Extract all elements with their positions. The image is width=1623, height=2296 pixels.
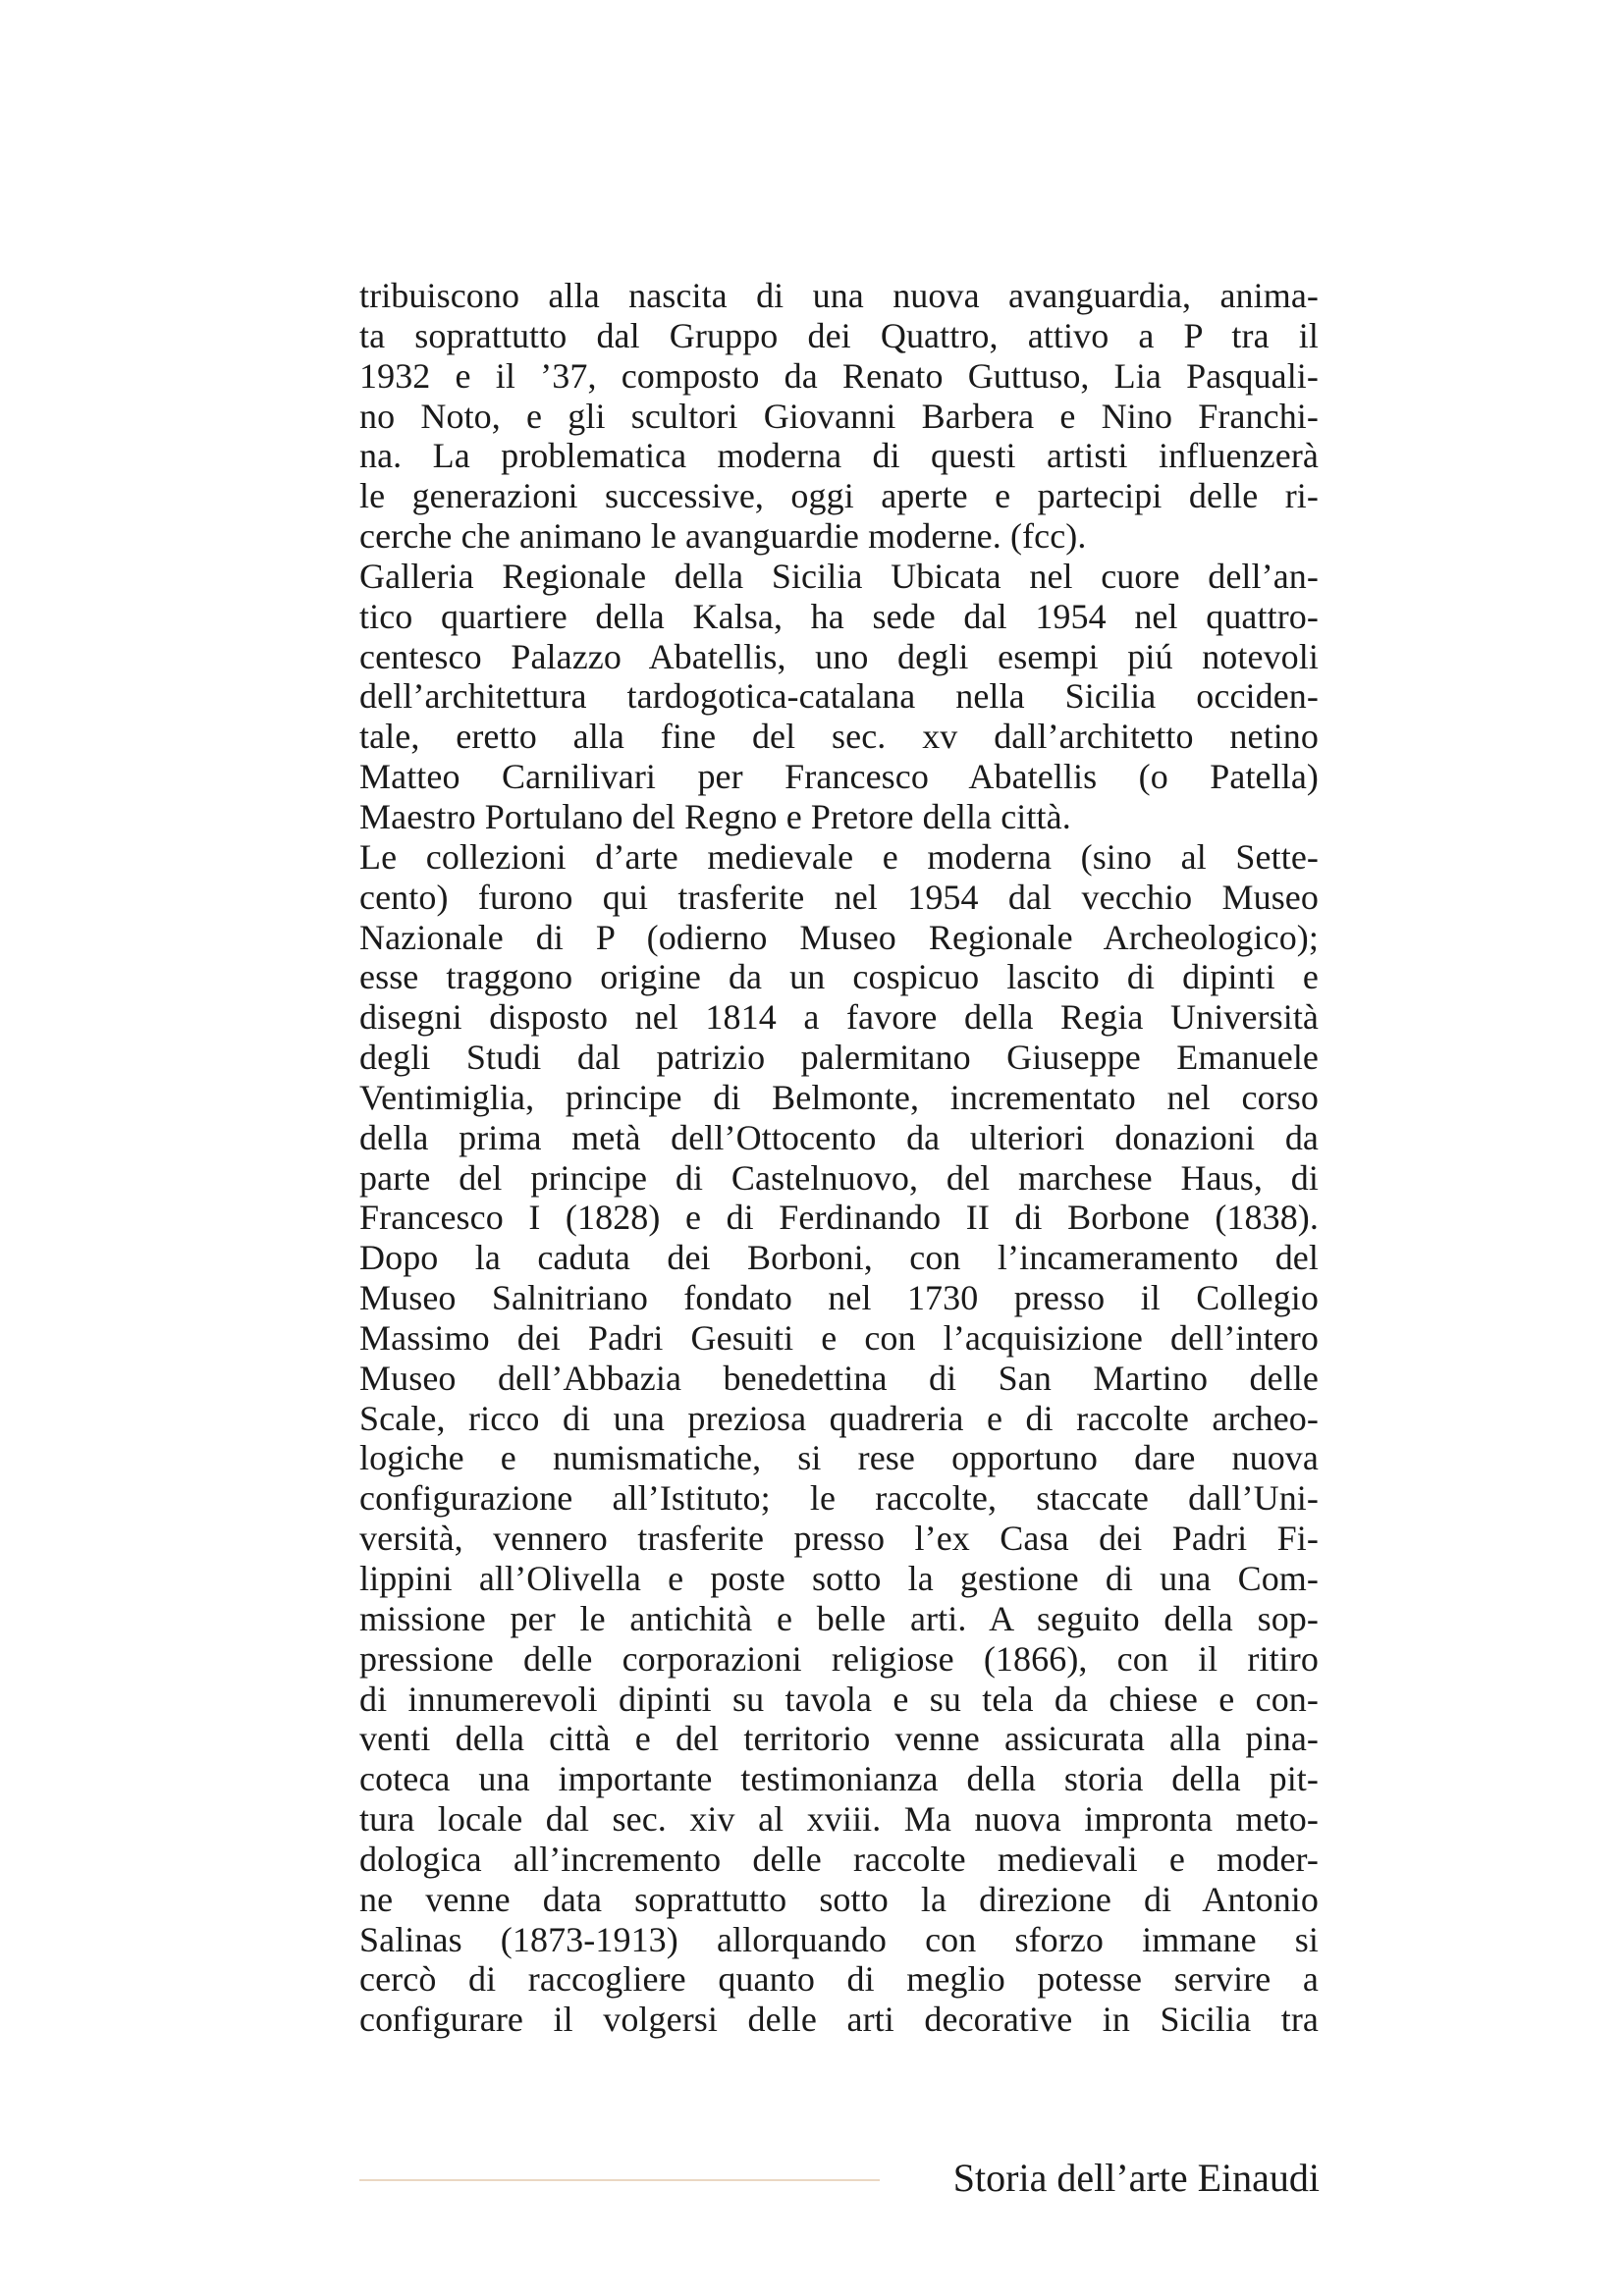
footer-rule bbox=[359, 2179, 880, 2181]
text-line: cercò di raccogliere quanto di meglio potesse servire a bbox=[359, 1959, 1319, 2000]
text-line: missione per le antichità e belle arti. A seguito della sop- bbox=[359, 1598, 1319, 1638]
entry-heading-line: Galleria Regionale della Sicilia Ubicata nel cuore dell’an- bbox=[359, 556, 1319, 596]
text-line: degli Studi dal patrizio palermitano Giuseppe Emanuele bbox=[359, 1038, 1319, 1078]
text-line: Dopo la caduta dei Borboni, con l’incameramento del bbox=[359, 1238, 1319, 1278]
text-line: coteca una importante testimonianza della storia della pit- bbox=[359, 1759, 1319, 1799]
body-text bbox=[359, 276, 1319, 2040]
text-line: ta soprattutto dal Gruppo dei Quattro, attivo a P tra il bbox=[359, 315, 1319, 355]
text-line: venti della città e del territorio venne assicurata alla pina- bbox=[359, 1719, 1319, 1759]
text-line: le generazioni successive, oggi aperte e partecipi delle ri- bbox=[359, 476, 1319, 516]
text-line: Ventimiglia, principe di Belmonte, incrementato nel corso bbox=[359, 1077, 1319, 1117]
text-line: tribuiscono alla nascita di una nuova avanguardia, anima- bbox=[359, 276, 1319, 315]
text-line: dologica all’incremento delle raccolte medievali e moder- bbox=[359, 1839, 1319, 1879]
text-line: Salinas (1873-1913) allorquando con sforzo immane si bbox=[359, 1919, 1319, 1959]
text-line: 1932 e il ’37, composto da Renato Guttuso, Lia Pasquali- bbox=[359, 355, 1319, 396]
text-line: parte del principe di Castelnuovo, del marchese Haus, di bbox=[359, 1157, 1319, 1198]
text-line: della prima metà dell’Ottocento da ulteriori donazioni da bbox=[359, 1117, 1319, 1157]
text-line: ne venne data soprattutto sotto la direzione di Antonio bbox=[359, 1879, 1319, 1919]
text-line: Matteo Carnilivari per Francesco Abatellis (o Patella) bbox=[359, 757, 1319, 797]
text-line: disegni disposto nel 1814 a favore della Regia Università bbox=[359, 997, 1319, 1038]
text-line: Museo dell’Abbazia benedettina di San Martino delle bbox=[359, 1358, 1319, 1398]
text-line: logiche e numismatiche, si rese opportuno dare nuova bbox=[359, 1438, 1319, 1478]
text-line: esse traggono origine da un cospicuo lascito di dipinti e bbox=[359, 957, 1319, 997]
text-line: Scale, ricco di una preziosa quadreria e di raccolte archeo- bbox=[359, 1398, 1319, 1438]
text-line: lippini all’Olivella e poste sotto la gestione di una Com- bbox=[359, 1559, 1319, 1598]
text-line: Museo Salnitriano fondato nel 1730 presso il Collegio bbox=[359, 1278, 1319, 1318]
text-line: versità, vennero trasferite presso l’ex Casa dei Padri Fi- bbox=[359, 1519, 1319, 1559]
text-line: di innumerevoli dipinti su tavola e su tela da chiese e con- bbox=[359, 1679, 1319, 1719]
text-line: no Noto, e gli scultori Giovanni Barbera e Nino Franchi- bbox=[359, 396, 1319, 436]
text-line: cento) furono qui trasferite nel 1954 dal vecchio Museo bbox=[359, 877, 1319, 917]
text-line: Maestro Portulano del Regno e Pretore della città. bbox=[359, 796, 1071, 836]
text-line: tura locale dal sec. xiv al xviii. Ma nuova impronta meto- bbox=[359, 1799, 1319, 1840]
text-line: configurare il volgersi delle arti decorative in Sicilia tra bbox=[359, 2000, 1319, 2040]
text-line: cerche che animano le avanguardie moderne. (fcc). bbox=[359, 516, 1087, 557]
text-line: pressione delle corporazioni religiose (1866), con il ritiro bbox=[359, 1638, 1319, 1679]
text-line: tale, eretto alla fine del sec. xv dall’architetto netino bbox=[359, 717, 1319, 757]
text-line: Le collezioni d’arte medievale e moderna (sino al Sette- bbox=[359, 836, 1319, 877]
text-line: Massimo dei Padri Gesuiti e con l’acquisizione dell’intero bbox=[359, 1317, 1319, 1358]
text-line: tico quartiere della Kalsa, ha sede dal 1954 nel quattro- bbox=[359, 596, 1319, 636]
text-line: dell’architettura tardogotica-catalana nella Sicilia occiden- bbox=[359, 676, 1319, 717]
footer-title: Storia dell’arte Einaudi bbox=[952, 2156, 1320, 2200]
text-line: centesco Palazzo Abatellis, uno degli esempi piú notevoli bbox=[359, 636, 1319, 676]
text-line: configurazione all’Istituto; le raccolte, staccate dall’Uni- bbox=[359, 1478, 1319, 1519]
text-line: Francesco I (1828) e di Ferdinando II di Borbone (1838). bbox=[359, 1198, 1319, 1238]
text-line: Nazionale di P (odierno Museo Regionale Archeologico); bbox=[359, 917, 1319, 957]
text-line: na. La problematica moderna di questi artisti influenzerà bbox=[359, 436, 1319, 476]
